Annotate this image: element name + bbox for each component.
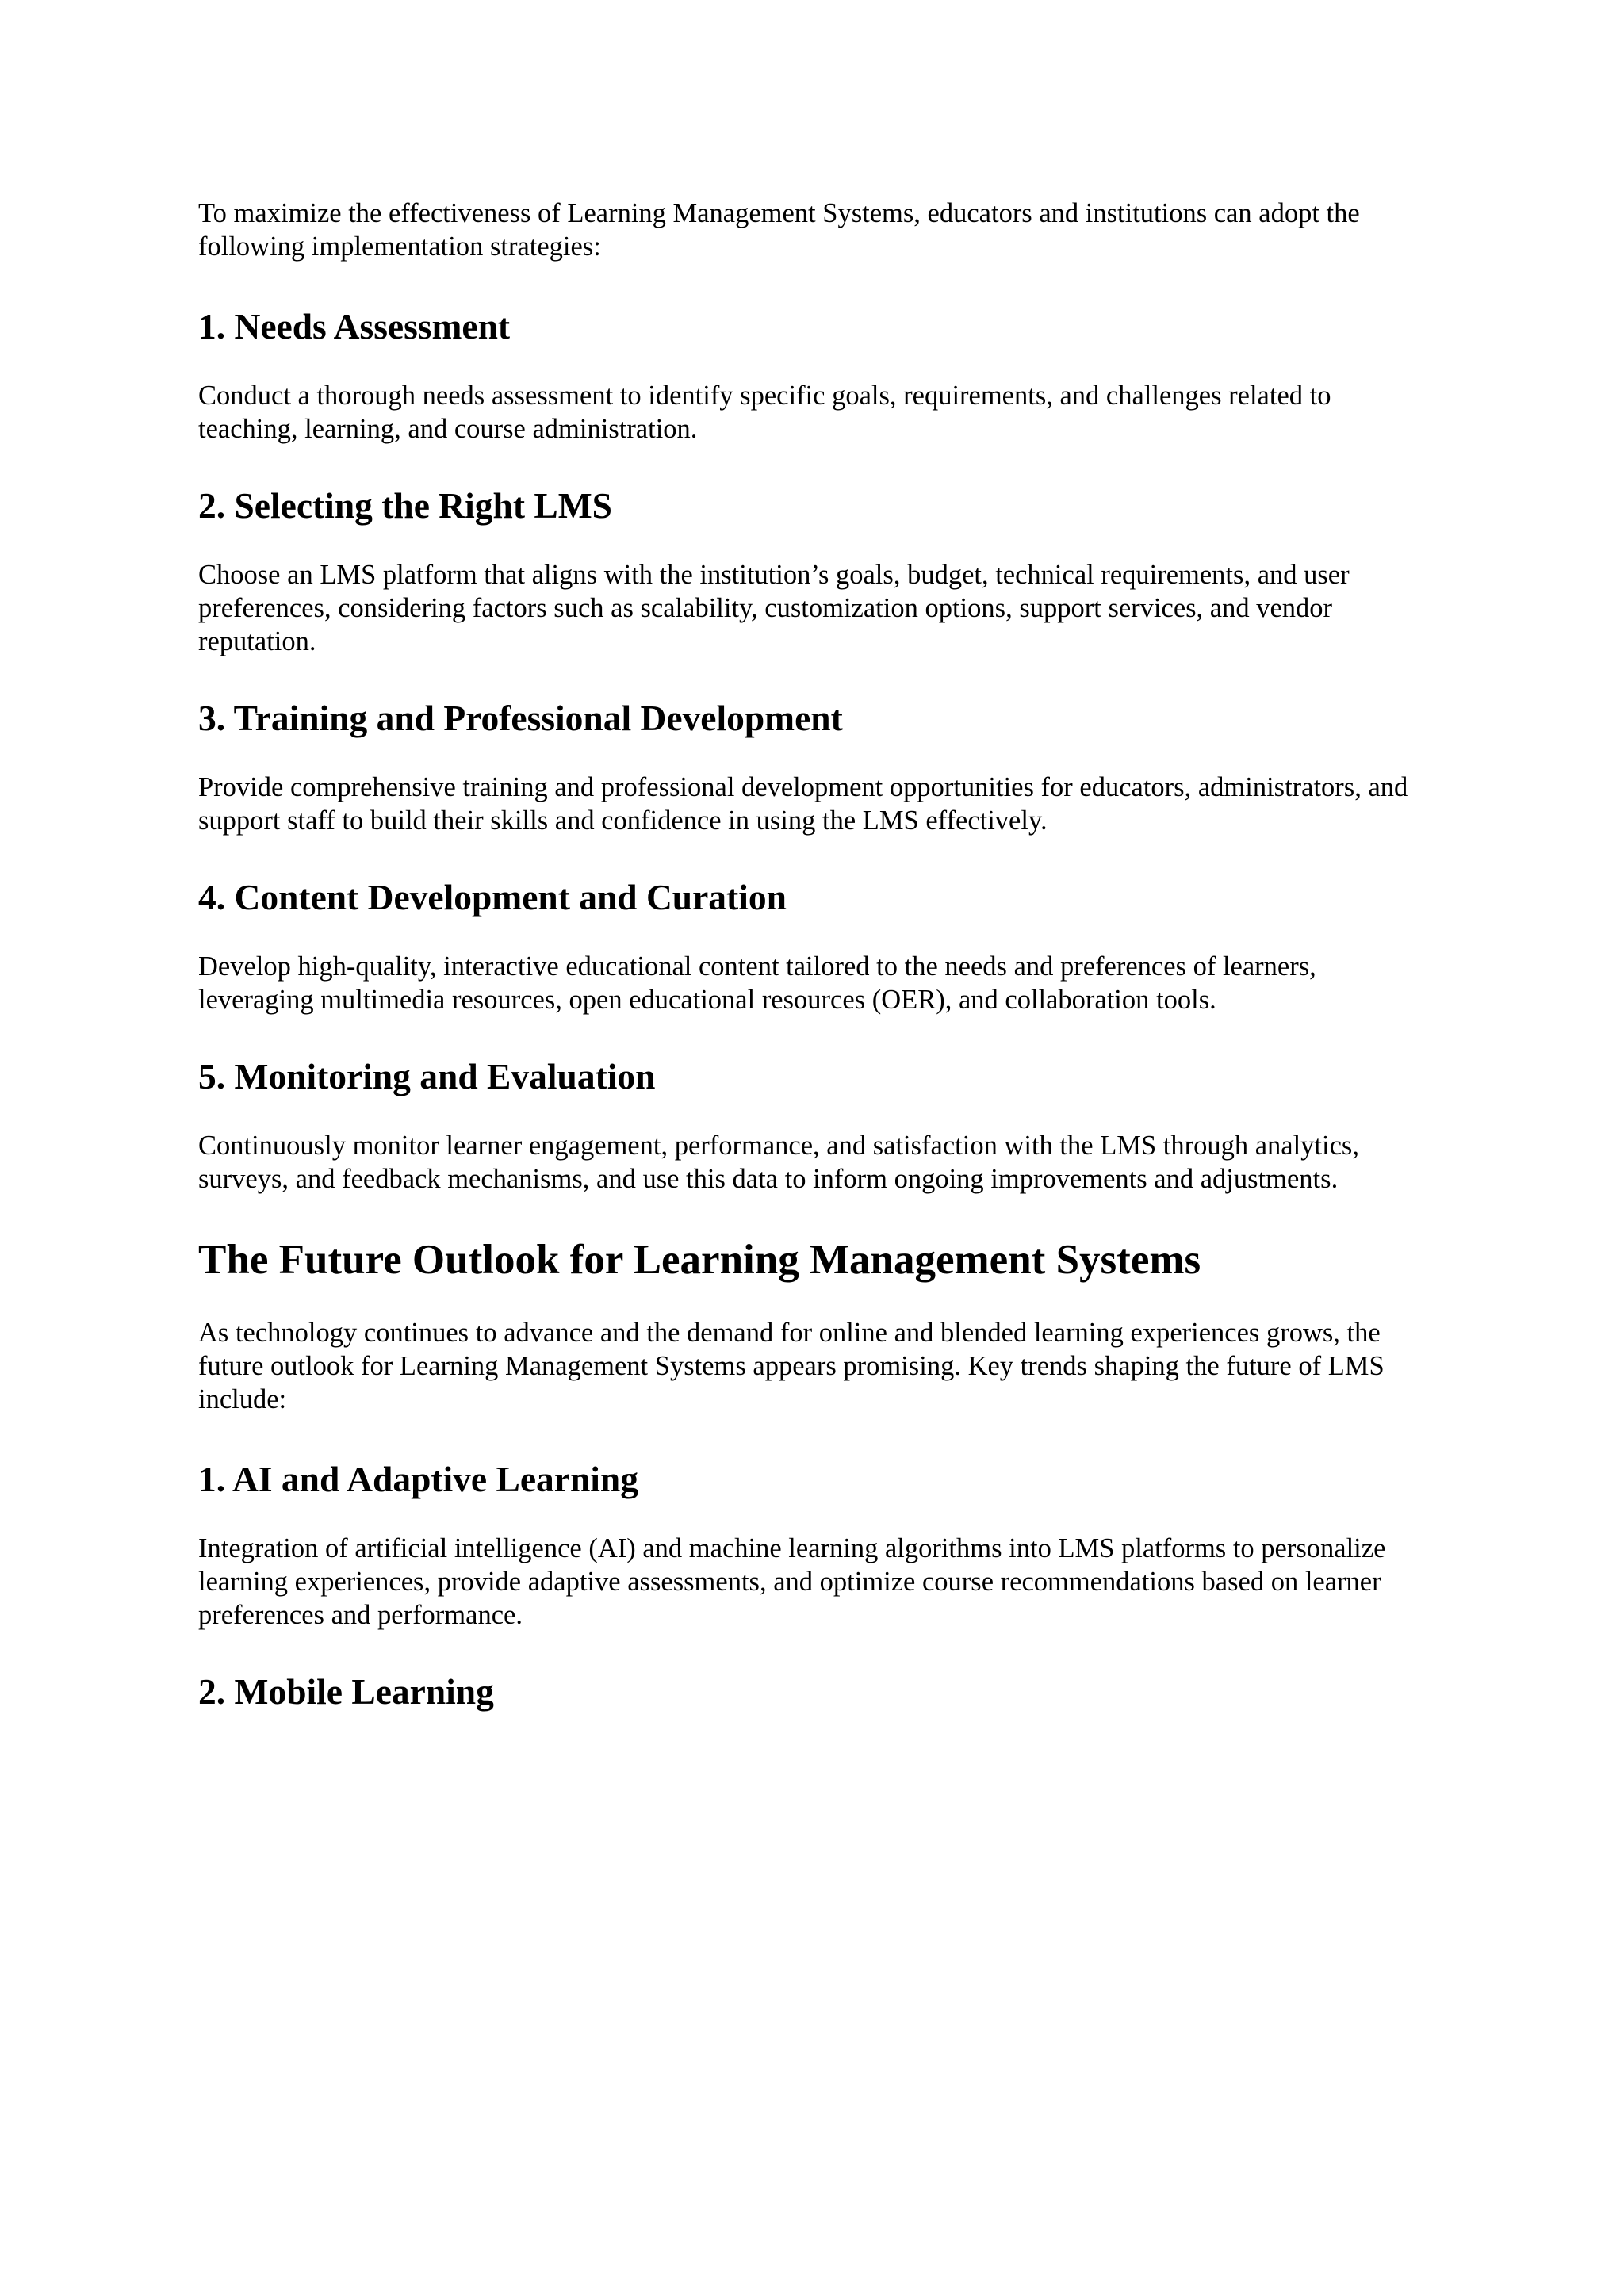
future-outlook-heading: The Future Outlook for Learning Management Systems	[198, 1237, 1201, 1283]
document-page	[198, 197, 1435, 1744]
trend-text-ai-adaptive: Integration of artificial intelligence (AI) and machine learning algorithms into LMS platforms to personalize learning experiences, provide adaptive assessments, and optimize course recommendations based on learner preferences and performance.	[198, 1533, 1386, 1630]
strategy-heading-selecting-lms: 2. Selecting the Right LMS	[198, 485, 612, 526]
strategy-text-training: Provide comprehensive training and professional development opportunities for educators, administrators, and support staff to build their skills and confidence in using the LMS effectively.	[198, 772, 1408, 836]
strategy-heading-content-development: 4. Content Development and Curation	[198, 877, 787, 917]
strategy-text-needs-assessment: Conduct a thorough needs assessment to identify specific goals, requirements, and challenges related to teaching, learning, and course administration.	[198, 381, 1331, 444]
trend-heading-mobile-learning: 2. Mobile Learning	[198, 1671, 494, 1712]
trend-heading-ai-adaptive: 1. AI and Adaptive Learning	[198, 1459, 638, 1499]
future-outlook-intro: As technology continues to advance and the demand for online and blended learning experiences grows, the future outlook for Learning Management Systems appears promising. Key trends shaping the future of LMS include:	[198, 1318, 1385, 1414]
strategy-text-selecting-lms: Choose an LMS platform that aligns with the institution’s goals, budget, technical requirements, and user preferences, considering factors such as scalability, customization options, support services, and vendor reputation.	[198, 560, 1350, 656]
strategy-heading-needs-assessment: 1. Needs Assessment	[198, 306, 511, 346]
intro-paragraph: To maximize the effectiveness of Learning Management Systems, educators and institutions can adopt the following implementation strategies:	[198, 198, 1360, 262]
strategy-text-content-development: Develop high-quality, interactive educational content tailored to the needs and preferences of learners, leveraging multimedia resources, open educational resources (OER), and collaboration tools.	[198, 951, 1316, 1015]
strategy-text-monitoring: Continuously monitor learner engagement, performance, and satisfaction with the LMS through analytics, surveys, and feedback mechanisms, and use this data to inform ongoing improvements and adjustments.	[198, 1131, 1359, 1194]
strategy-heading-monitoring: 5. Monitoring and Evaluation	[198, 1056, 656, 1096]
strategy-heading-training: 3. Training and Professional Development	[198, 698, 843, 738]
